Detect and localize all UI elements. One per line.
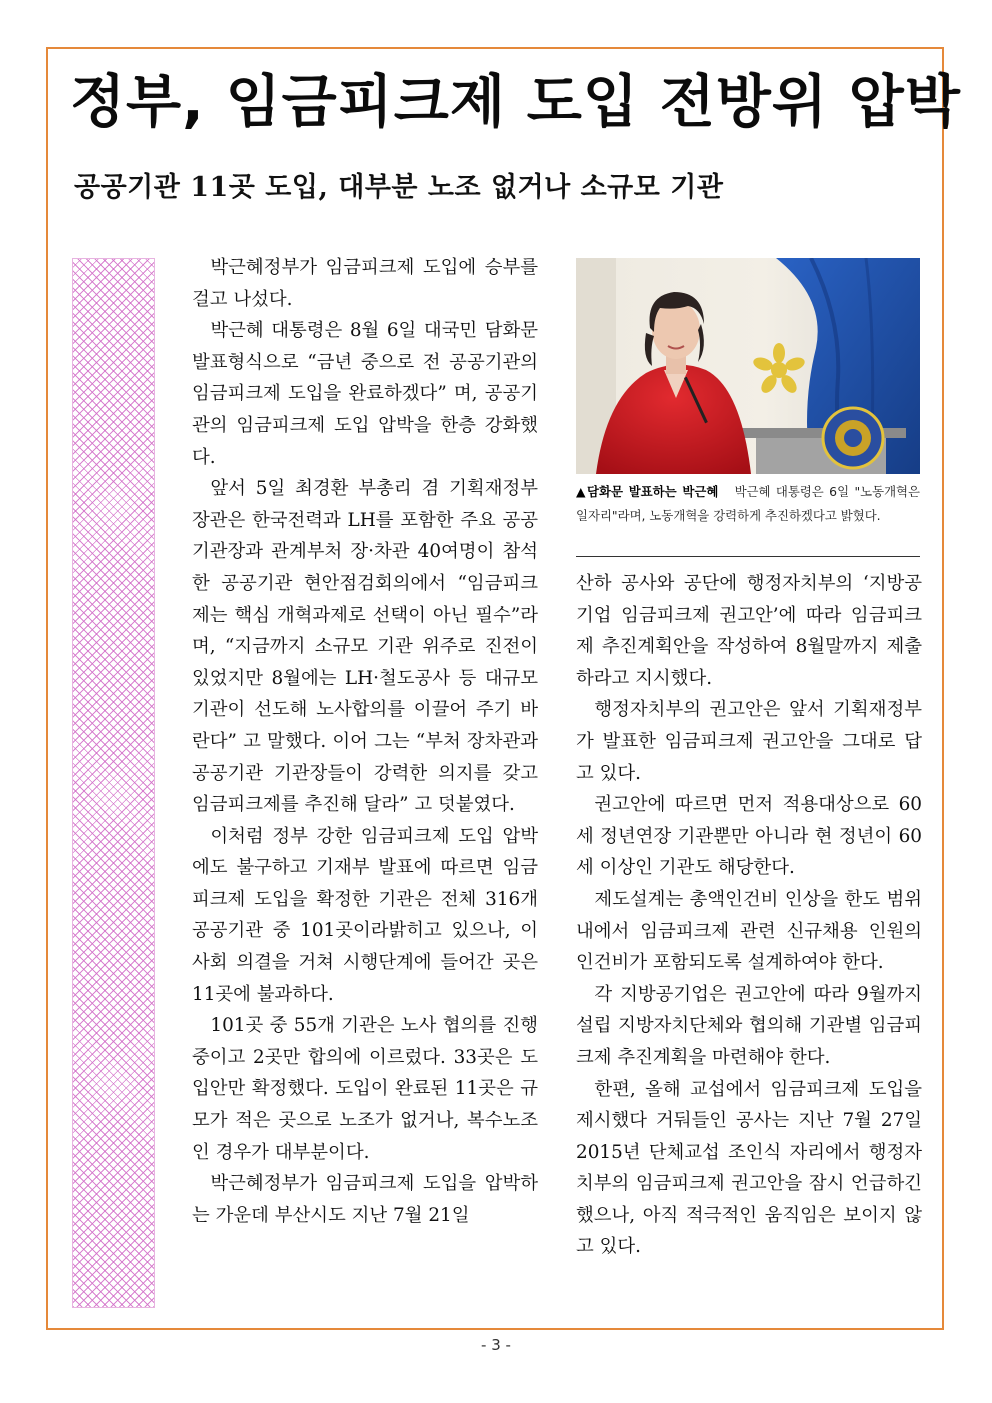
paragraph: 앞서 5일 최경환 부총리 겸 기획재정부 장관은 한국전력과 LH를 포함한 주요 공공기관장과 관계부처 장·차관 40여명이 참석한 공공기관 현안점검회의에서 “임금피크제는 핵심 개혁과제로 선택이 아닌 필수”라며, “지금까지 소규모 기관 위주로 진전이 있었지만 8월에는 LH·철도공사 등 대규모 기관이 선도해 노사합의를 이끌어 주기 바란다” 고 말했다. 이어 그는 “부처 장차관과 공공기관 기관장들이 강력한 의지를 갖고 임금피크제를 추진해 달라” 고 덧붙였다.	[192, 478, 538, 816]
paragraph: 박근혜정부가 임금피크제 도입에 승부를 걸고 나섰다.	[192, 257, 538, 310]
photo-caption	[576, 480, 920, 527]
paragraph-continuation: 산하 공사와 공단에 행정자치부의 ‘지방공기업 임금피크제 권고안’에 따라 임금피크제 추진계획안을 작성하여 8월말까지 제출하라고 지시했다.	[576, 573, 922, 689]
paragraph: 한편, 올해 교섭에서 임금피크제 도입을 제시했다 거둬들인 공사는 지난 7월 27일 2015년 단체교섭 조인식 자리에서 행정자치부의 임금피크제 권고안을 잠시 언급하긴 했으나, 아직 적극적인 움직임은 보이지 않고 있다.	[576, 1078, 922, 1258]
paragraph: 제도설계는 총액인건비 인상을 한도 범위 내에서 임금피크제 관련 신규채용 인원의 인건비가 포함되도록 설계하여야 한다.	[576, 888, 922, 974]
paragraph: 이처럼 정부 강한 임금피크제 도입 압박에도 불구하고 기재부 발표에 따르면 임금피크제 도입을 확정한 기관은 전체 316개 공공기관 중 101곳이라밝히고 있으나, 이사회 의결을 거쳐 시행단계에 들어간 곳은 11곳에 불과하다.	[192, 825, 538, 1005]
subheadline: 공공기관 11곳 도입, 대부분 노조 없거나 소규모 기관	[74, 172, 724, 203]
page-number: - 3 -	[481, 1336, 511, 1354]
paragraph: 박근혜 대통령은 8월 6일 대국민 담화문 발표형식으로 “금년 중으로 전 공공기관의 임금피크제 도입을 완료하겠다” 며, 공공기관의 임금피크제 도입 압박을 한층 강화했다.	[192, 320, 538, 468]
photo-caption-title: ▲담화문 발표하는 박근혜	[576, 484, 719, 499]
paragraph: 행정자치부의 권고안은 앞서 기획재정부가 발표한 임금피크제 권고안을 그대로 답고 있다.	[576, 699, 922, 784]
paragraph: 권고안에 따르면 먼저 적용대상으로 60세 정년연장 기관뿐만 아니라 현 정년이 60세 이상인 기관도 해당한다.	[576, 794, 922, 879]
paragraph: 각 지방공기업은 권고안에 따라 9월까지 설립 지방자치단체와 협의해 기관별 임금피크제 추진계획을 마련해야 한다.	[576, 983, 922, 1068]
article-column-1	[192, 252, 538, 1231]
caption-divider	[576, 556, 920, 557]
paragraph: 박근혜정부가 임금피크제 도입을 압박하는 가운데 부산시도 지난 7월 21일	[192, 1173, 538, 1226]
paragraph: 101곳 중 55개 기관은 노사 협의를 진행 중이고 2곳만 합의에 이르렀다. 33곳은 도입안만 확정했다. 도입이 완료된 11곳은 규모가 적은 곳으로 노조가 없거나, 복수노조인 경우가 대부분이다.	[192, 1015, 538, 1163]
news-photo	[576, 258, 920, 474]
headline: 정부, 임금피크제 도입 전방위 압박	[70, 69, 961, 135]
photo-caption-text: 박근혜 대통령은 6일 "노동개혁은 일자리"라며, 노동개혁을 강력하게 추진하겠다고 밝혔다.	[576, 484, 920, 523]
article-column-2	[576, 568, 922, 1263]
decorative-pattern-bar	[72, 258, 155, 1308]
